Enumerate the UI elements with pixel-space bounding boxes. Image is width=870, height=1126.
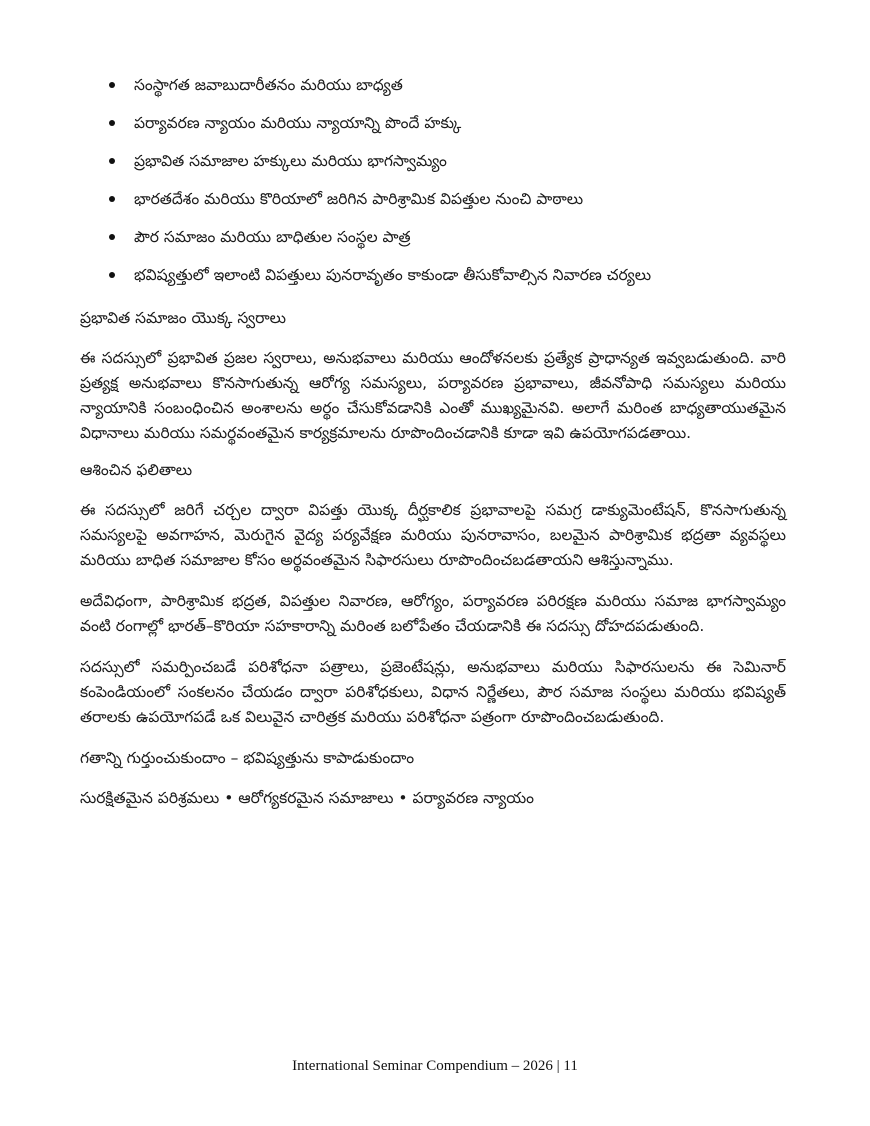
tagline-values: సురక్షితమైన పరిశ్రమలు • ఆరోగ్యకరమైన సమాజాలు • పర్యావరణ న్యాయం — [80, 789, 535, 807]
list-item — [80, 218, 786, 256]
list-item — [80, 104, 786, 142]
list-item-text: పౌర సమాజం మరియు బాధితుల సంస్థల పాత్ర — [134, 228, 411, 246]
list-item-text: భారతదేశం మరియు కొరియాలో జరిగిన పారిశ్రామిక విపత్తుల నుంచి పాఠాలు — [134, 190, 584, 208]
bullet-icon — [109, 158, 115, 164]
tagline-remember: గతాన్ని గుర్తుంచుకుందాం – భవిష్యత్తును కాపాడుకుందాం — [80, 749, 415, 767]
outcomes-paragraph-2: అదేవిధంగా, పారిశ్రామిక భద్రత, విపత్తుల నివారణ, ఆరోగ్యం, పర్యావరణ పరిరక్షణ మరియు సమాజ భాగస్వామ్యం వంటి రంగాల్లో భారత్–కొరియా సహకారాన్ని మరింత బలోపేతం చేయడానికి ఈ సదస్సు దోహదపడుతుంది. — [80, 592, 786, 635]
bullet-icon — [109, 272, 115, 278]
bullet-icon — [109, 234, 115, 240]
page-content — [80, 66, 786, 810]
list-item-text: పర్యావరణ న్యాయం మరియు న్యాయాన్ని పొందే హక్కు — [134, 114, 462, 132]
list-item — [80, 66, 786, 104]
section-heading-voices: ప్రభావిత సమాజం యొక్క స్వరాలు — [80, 309, 287, 327]
outcomes-paragraph-1: ఈ సదస్సులో జరిగే చర్చల ద్వారా విపత్తు యొక్క దీర్ఘకాలిక ప్రభావాలపై సమగ్ర డాక్యుమెంటేషన్, కొనసాగుతున్న సమస్యలపై అవగాహన, మెరుగైన వైద్య పర్యవేక్షణ మరియు పునరావాసం, బలమైన పారిశ్రామిక భద్రతా వ్యవస్థలు మరియు బాధిత సమాజాల కోసం అర్థవంతమైన సిఫారసులు రూపొందించబడతాయని ఆశిస్తున్నాము. — [80, 501, 786, 569]
list-item — [80, 256, 786, 294]
topic-list — [80, 66, 786, 294]
outcomes-paragraph-3: సదస్సులో సమర్పించబడే పరిశోధనా పత్రాలు, ప్రజెంటేషన్లు, అనుభవాలు మరియు సిఫారసులను ఈ సెమినార్ కంపెండియంలో సంకలనం చేయడం ద్వారా పరిశోధకులు, విధాన నిర్ణేతలు, పౌర సమాజ సంస్థలు మరియు భవిష్యత్ తరాలకు ఉపయోగపడే ఒక విలువైన చారిత్రక మరియు పరిశోధనా పత్రంగా రూపొందించబడుతుంది. — [80, 658, 786, 726]
list-item — [80, 180, 786, 218]
list-item — [80, 142, 786, 180]
page-footer: International Seminar Compendium – 2026 | 11 — [292, 1058, 578, 1074]
bullet-icon — [109, 82, 115, 88]
list-item-text: సంస్థాగత జవాబుదారీతనం మరియు బాధ్యత — [134, 76, 403, 94]
bullet-icon — [109, 120, 115, 126]
section-heading-outcomes: ఆశించిన ఫలితాలు — [80, 461, 193, 479]
voices-paragraph: ఈ సదస్సులో ప్రభావిత ప్రజల స్వరాలు, అనుభవాలు మరియు ఆందోళనలకు ప్రత్యేక ప్రాధాన్యత ఇవ్వబడుతుంది. వారి ప్రత్యక్ష అనుభవాలు కొనసాగుతున్న ఆరోగ్య సమస్యలు, పర్యావరణ ప్రభావాలు, జీవనోపాధి సమస్యలు మరియు న్యాయానికి సంబంధించిన అంశాలను అర్థం చేసుకోవడానికి ఎంతో ముఖ్యమైనవి. అలాగే మరింత బాధ్యతాయుతమైన విధానాలు మరియు సమర్థవంతమైన కార్యక్రమాలను రూపొందించడానికి కూడా ఇవి ఉపయోగపడతాయి. — [80, 349, 786, 442]
bullet-icon — [109, 196, 115, 202]
list-item-text: ప్రభావిత సమాజాల హక్కులు మరియు భాగస్వామ్యం — [134, 152, 447, 170]
list-item-text: భవిష్యత్తులో ఇలాంటి విపత్తులు పునరావృతం కాకుండా తీసుకోవాల్సిన నివారణ చర్యలు — [134, 266, 652, 284]
